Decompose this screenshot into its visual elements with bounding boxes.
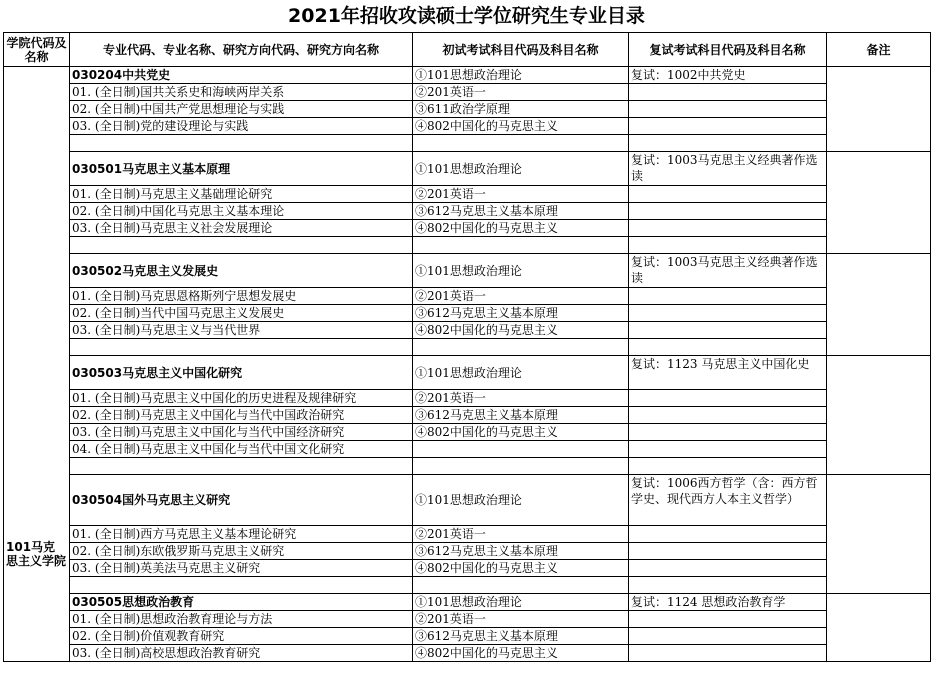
- retest-empty: [629, 186, 827, 203]
- direction-row: [4, 407, 931, 424]
- exam-subject: ③612马克思主义基本原理: [413, 407, 629, 424]
- major-row: [4, 254, 931, 288]
- major-row: [4, 475, 931, 526]
- exam-subject: ①101思想政治理论: [413, 152, 629, 186]
- exam-subject: ①101思想政治理论: [413, 356, 629, 390]
- header-note: 备注: [827, 33, 931, 67]
- direction-row: [4, 186, 931, 203]
- direction-name: 04. (全日制)马克思主义中国化与当代中国文化研究: [70, 441, 413, 458]
- direction-name: 01. (全日制)西方马克思主义基本理论研究: [70, 526, 413, 543]
- spacer-cell: [413, 458, 629, 475]
- exam-subject: [413, 441, 629, 458]
- direction-row: [4, 101, 931, 118]
- exam-subject: ④802中国化的马克思主义: [413, 424, 629, 441]
- direction-name: 03. (全日制)马克思主义中国化与当代中国经济研究: [70, 424, 413, 441]
- direction-name: 02. (全日制)中国化马克思主义基本理论: [70, 203, 413, 220]
- spacer-row: [4, 237, 931, 254]
- retest-empty: [629, 441, 827, 458]
- exam-subject: ①101思想政治理论: [413, 67, 629, 84]
- spacer-cell: [70, 458, 413, 475]
- exam-subject: ④802中国化的马克思主义: [413, 322, 629, 339]
- retest-subject: 复试：1123 马克思主义中国化史: [629, 356, 827, 390]
- page-title: 2021年招收攻读硕士学位研究生专业目录: [288, 5, 645, 27]
- direction-name: 03. (全日制)马克思主义与当代世界: [70, 322, 413, 339]
- retest-empty: [629, 628, 827, 645]
- direction-row: [4, 424, 931, 441]
- spacer-row: [4, 135, 931, 152]
- retest-empty: [629, 101, 827, 118]
- spacer-cell: [629, 237, 827, 254]
- spacer-cell: [413, 237, 629, 254]
- direction-name: 01. (全日制)马克思主义基础理论研究: [70, 186, 413, 203]
- header-college: 学院代码及名称: [4, 33, 70, 67]
- header-retest: 复试考试科目代码及科目名称: [629, 33, 827, 67]
- exam-subject: ②201英语一: [413, 288, 629, 305]
- retest-empty: [629, 645, 827, 662]
- retest-subject: 复试：1002中共党史: [629, 67, 827, 84]
- note-cell: [827, 594, 931, 662]
- spacer-cell: [629, 339, 827, 356]
- direction-name: 03. (全日制)马克思主义社会发展理论: [70, 220, 413, 237]
- exam-subject: ①101思想政治理论: [413, 594, 629, 611]
- direction-name: 02. (全日制)东欧俄罗斯马克思主义研究: [70, 543, 413, 560]
- retest-subject: 复试：1003马克思主义经典著作选读: [629, 152, 827, 186]
- major-name: 030504国外马克思主义研究: [70, 475, 413, 526]
- direction-name: 01. (全日制)马克思主义中国化的历史进程及规律研究: [70, 390, 413, 407]
- exam-subject: ④802中国化的马克思主义: [413, 118, 629, 135]
- retest-empty: [629, 305, 827, 322]
- direction-row: [4, 543, 931, 560]
- spacer-row: [4, 458, 931, 475]
- retest-empty: [629, 407, 827, 424]
- spacer-cell: [413, 577, 629, 594]
- retest-empty: [629, 424, 827, 441]
- direction-name: 03. (全日制)英美法马克思主义研究: [70, 560, 413, 577]
- header-major: 专业代码、专业名称、研究方向代码、研究方向名称: [70, 33, 413, 67]
- spacer-cell: [70, 135, 413, 152]
- direction-row: [4, 220, 931, 237]
- note-cell: [827, 67, 931, 152]
- header-exam: 初试考试科目代码及科目名称: [413, 33, 629, 67]
- direction-row: [4, 288, 931, 305]
- spacer-cell: [413, 135, 629, 152]
- spacer-cell: [70, 577, 413, 594]
- exam-subject: ②201英语一: [413, 526, 629, 543]
- spacer-cell: [70, 237, 413, 254]
- note-cell: [827, 356, 931, 475]
- retest-empty: [629, 560, 827, 577]
- direction-row: [4, 390, 931, 407]
- exam-subject: ③611政治学原理: [413, 101, 629, 118]
- retest-subject: 复试：1124 思想政治教育学: [629, 594, 827, 611]
- note-cell: [827, 475, 931, 594]
- retest-empty: [629, 288, 827, 305]
- exam-subject: ①101思想政治理论: [413, 254, 629, 288]
- exam-subject: ③612马克思主义基本原理: [413, 305, 629, 322]
- direction-row: [4, 203, 931, 220]
- note-cell: [827, 152, 931, 254]
- direction-name: 01. (全日制)国共关系史和海峡两岸关系: [70, 84, 413, 101]
- retest-empty: [629, 543, 827, 560]
- direction-name: 01. (全日制)思想政治教育理论与方法: [70, 611, 413, 628]
- major-row: [4, 594, 931, 611]
- direction-name: 02. (全日制)当代中国马克思主义发展史: [70, 305, 413, 322]
- exam-subject: ④802中国化的马克思主义: [413, 220, 629, 237]
- retest-empty: [629, 390, 827, 407]
- direction-name: 02. (全日制)中国共产党思想理论与实践: [70, 101, 413, 118]
- direction-name: 02. (全日制)价值观教育研究: [70, 628, 413, 645]
- major-name: 030505思想政治教育: [70, 594, 413, 611]
- catalog-table: [3, 32, 931, 662]
- retest-empty: [629, 118, 827, 135]
- exam-subject: ①101思想政治理论: [413, 475, 629, 526]
- exam-subject: ③612马克思主义基本原理: [413, 628, 629, 645]
- direction-row: [4, 84, 931, 101]
- spacer-cell: [629, 458, 827, 475]
- retest-empty: [629, 526, 827, 543]
- spacer-cell: [413, 339, 629, 356]
- exam-subject: ②201英语一: [413, 611, 629, 628]
- major-name: 030501马克思主义基本原理: [70, 152, 413, 186]
- retest-empty: [629, 84, 827, 101]
- direction-row: [4, 628, 931, 645]
- retest-empty: [629, 322, 827, 339]
- direction-row: [4, 645, 931, 662]
- major-name: 030502马克思主义发展史: [70, 254, 413, 288]
- spacer-row: [4, 339, 931, 356]
- direction-row: [4, 441, 931, 458]
- direction-name: 02. (全日制)马克思主义中国化与当代中国政治研究: [70, 407, 413, 424]
- spacer-cell: [629, 577, 827, 594]
- college-name: 101马克思主义学院: [4, 67, 70, 662]
- retest-empty: [629, 220, 827, 237]
- spacer-cell: [629, 135, 827, 152]
- exam-subject: ②201英语一: [413, 84, 629, 101]
- exam-subject: ②201英语一: [413, 186, 629, 203]
- exam-subject: ③612马克思主义基本原理: [413, 203, 629, 220]
- spacer-row: [4, 577, 931, 594]
- direction-row: [4, 322, 931, 339]
- major-name: 030204中共党史: [70, 67, 413, 84]
- retest-empty: [629, 611, 827, 628]
- direction-row: [4, 611, 931, 628]
- spacer-cell: [70, 339, 413, 356]
- direction-row: [4, 118, 931, 135]
- exam-subject: ②201英语一: [413, 390, 629, 407]
- major-row: [4, 152, 931, 186]
- direction-name: 01. (全日制)马克思恩格斯列宁思想发展史: [70, 288, 413, 305]
- major-name: 030503马克思主义中国化研究: [70, 356, 413, 390]
- retest-subject: 复试：1003马克思主义经典著作选读: [629, 254, 827, 288]
- direction-row: [4, 526, 931, 543]
- direction-row: [4, 305, 931, 322]
- direction-name: 03. (全日制)高校思想政治教育研究: [70, 645, 413, 662]
- catalog-body: [4, 67, 931, 662]
- exam-subject: ④802中国化的马克思主义: [413, 645, 629, 662]
- exam-subject: ④802中国化的马克思主义: [413, 560, 629, 577]
- retest-subject: 复试：1006西方哲学（含：西方哲学史、现代西方人本主义哲学）: [629, 475, 827, 526]
- direction-name: 03. (全日制)党的建设理论与实践: [70, 118, 413, 135]
- direction-row: [4, 560, 931, 577]
- major-row: [4, 67, 931, 84]
- major-row: [4, 356, 931, 390]
- retest-empty: [629, 203, 827, 220]
- exam-subject: ③612马克思主义基本原理: [413, 543, 629, 560]
- note-cell: [827, 254, 931, 356]
